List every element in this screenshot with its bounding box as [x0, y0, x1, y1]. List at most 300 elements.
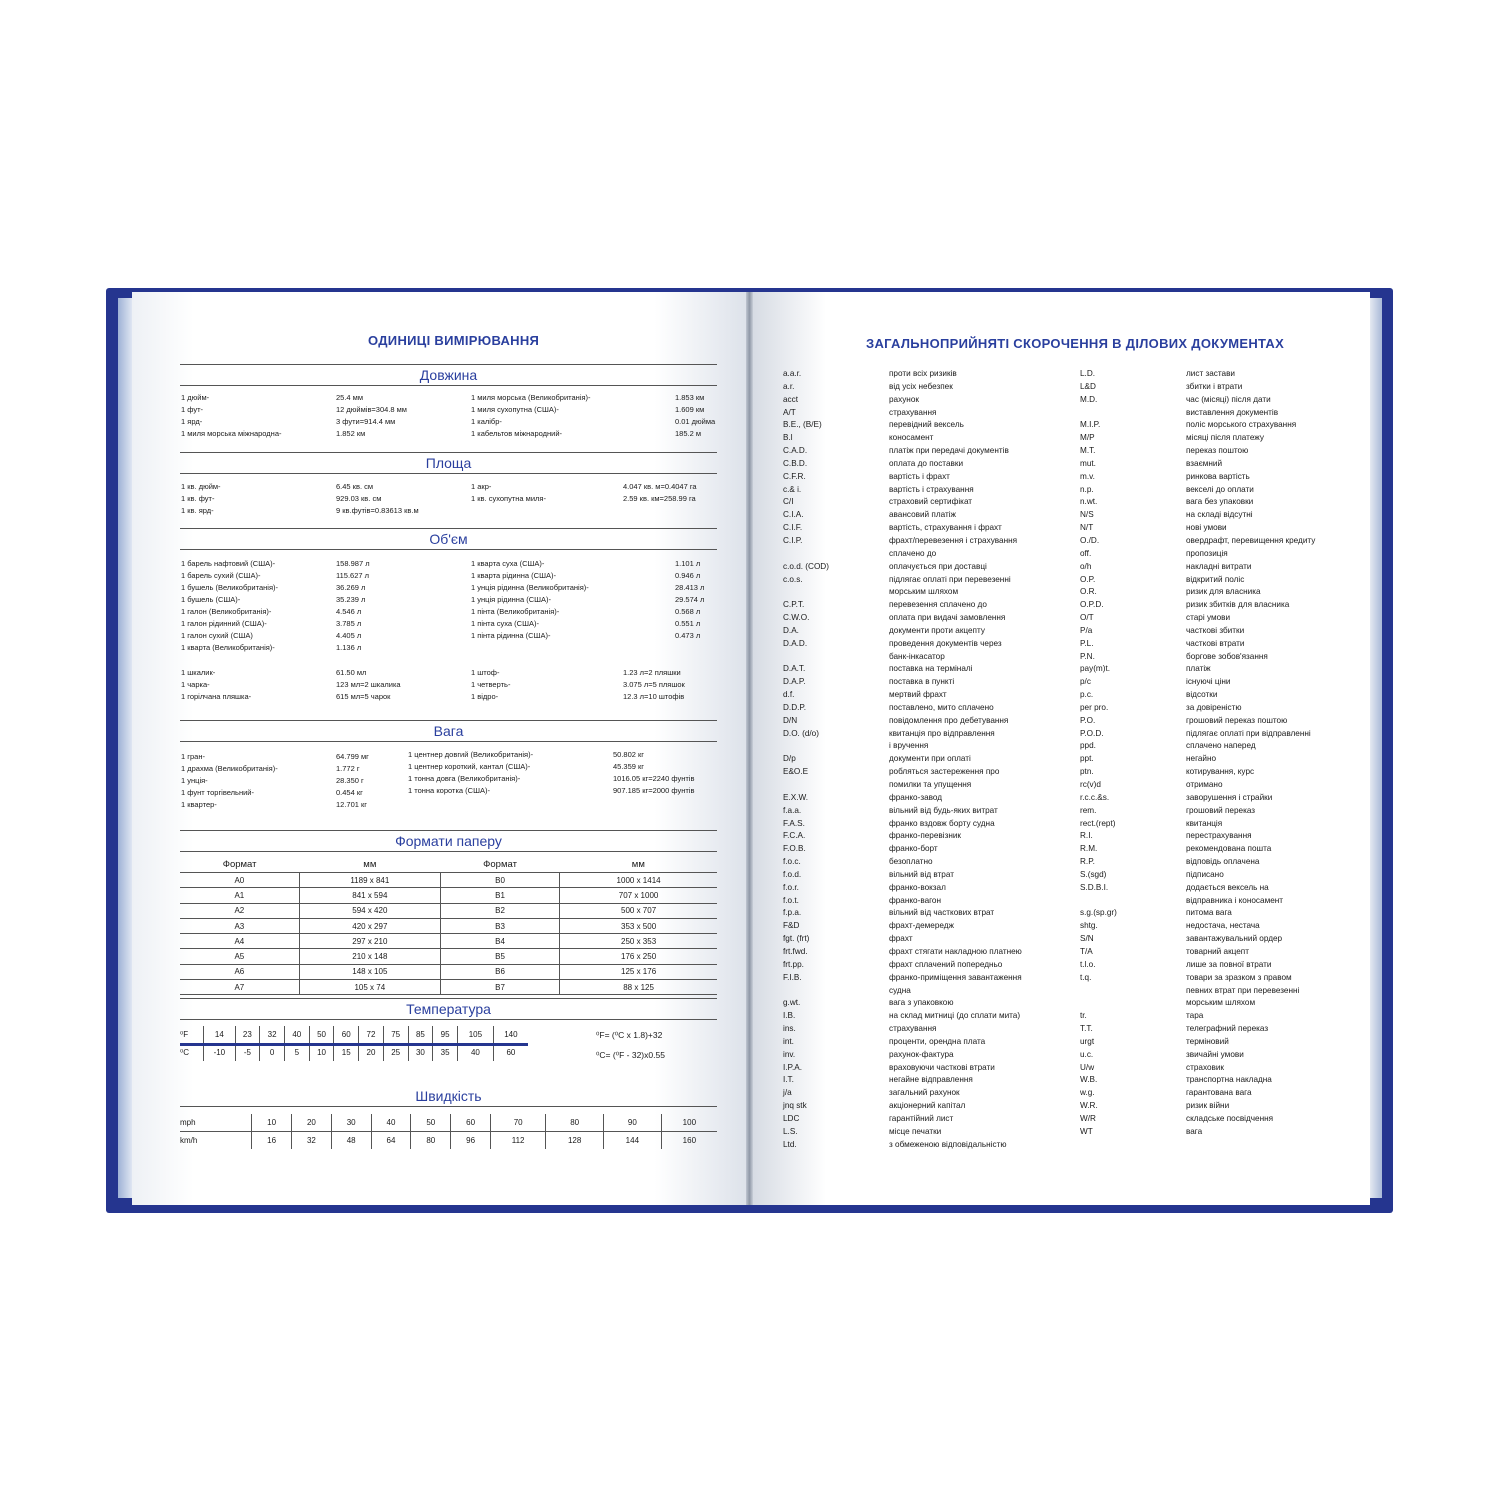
abbreviation-meaning: відкритий поліс [1186, 574, 1245, 584]
table-row [180, 873, 717, 888]
grid-cell: 10 [252, 1114, 292, 1132]
grid-cell: 96 [451, 1132, 491, 1150]
abbreviation-code: P/a [1080, 625, 1093, 635]
area-col1-values [336, 481, 419, 517]
unit-cell: 1 кв. дюйм- [181, 482, 221, 491]
abbreviation-code: jnq stk [783, 1101, 807, 1111]
list-item [1080, 586, 1315, 599]
paper-cell: 594 х 420 [299, 903, 440, 918]
abbreviation-code: pay(m)t. [1080, 664, 1111, 674]
abbreviation-meaning: переказ поштою [1186, 446, 1249, 456]
unit-cell: 1 пінта (Великобританія)- [471, 607, 560, 616]
unit-cell: 1 драхма (Великобританія)- [181, 764, 278, 773]
abbreviation-code: O/T [1080, 613, 1094, 623]
abbreviation-code: E.X.W. [783, 792, 809, 802]
abbreviation-code: R.I. [1080, 831, 1093, 841]
list-item [1080, 471, 1315, 484]
abbreviation-code: C.A.D. [783, 446, 808, 456]
abbreviation-meaning: фрахт-демередж [889, 921, 955, 931]
list-item [1080, 1113, 1315, 1126]
unit-cell: 0.568 л [675, 607, 701, 616]
unit-cell: 185.2 м [675, 429, 702, 438]
abbreviation-code: Ltd. [783, 1139, 797, 1149]
abbreviation-meaning: вага [1186, 1126, 1203, 1136]
paper-cell: B7 [440, 980, 559, 995]
unit-cell: 6.45 кв. см [336, 482, 374, 491]
abbreviation-code: O.P. [1080, 574, 1096, 584]
length-heading: Довжина [180, 364, 717, 386]
abbreviation-code: P.N. [1080, 651, 1095, 661]
list-item [783, 1036, 1022, 1049]
grid-cell: 128 [546, 1132, 604, 1150]
abbreviation-code: WT [1080, 1126, 1093, 1136]
abbreviation-meaning: сплачено наперед [1186, 741, 1256, 751]
abbreviation-meaning: документи при оплаті [889, 754, 971, 764]
unit-cell: 1 фунт торгівельний- [181, 788, 254, 797]
area-heading: Площа [180, 452, 717, 474]
abbreviation-meaning: фрахт [889, 934, 913, 944]
abbreviation-code: O.P.D. [1080, 600, 1104, 610]
abbreviation-meaning: судна [889, 985, 911, 995]
list-item [783, 1074, 1022, 1087]
list-item [1080, 496, 1315, 509]
abbreviation-meaning: поліс морського страхування [1186, 420, 1297, 430]
volume-col2-names [471, 558, 589, 642]
abbreviation-meaning: фрахт стягати накладною платнею [889, 946, 1022, 956]
abbreviation-code: D.A. [783, 625, 799, 635]
paper-cell: 1189 х 841 [299, 873, 440, 888]
abbreviation-meaning: терміновий [1186, 1036, 1229, 1046]
abbreviation-code: N/S [1080, 510, 1094, 520]
unit-cell: 1.23 л=2 пляшки [623, 668, 681, 677]
grid-cell: 14 [204, 1026, 235, 1044]
unit-cell: 1 барель сухий (США)- [181, 571, 261, 580]
unit-cell: 28.350 г [336, 776, 364, 785]
list-item [1080, 740, 1315, 753]
list-item [783, 882, 1022, 895]
list-item [783, 458, 1022, 471]
list-item [783, 548, 1022, 561]
list-item [1080, 484, 1315, 497]
abbreviation-meaning: фрахт сплачений попередньо [889, 959, 1003, 969]
abbreviation-meaning: квитанція про відправлення [889, 728, 995, 738]
unit-cell: 1 кв. фут- [181, 494, 215, 503]
paper-header: Формат [222, 859, 257, 870]
unit-cell: 1 четверть- [471, 680, 511, 689]
grid-cell: 50 [411, 1114, 451, 1132]
list-item [1080, 394, 1315, 407]
list-item [783, 818, 1022, 831]
abbreviation-code: acct [783, 394, 799, 404]
list-item [1080, 702, 1315, 715]
unit-cell: 1.772 г [336, 764, 360, 773]
unit-cell: 123 мл=2 шкалика [336, 680, 401, 689]
abbreviation-code: n.wt. [1080, 497, 1098, 507]
paper-cell: B4 [440, 934, 559, 949]
abbreviation-code: d.f. [783, 690, 795, 700]
grid-cell: 5 [284, 1044, 309, 1062]
abbreviation-code: L.D. [1080, 369, 1096, 378]
list-item [1080, 766, 1315, 779]
grid-cell: 23 [235, 1026, 260, 1044]
abbreviation-meaning: гарантована вага [1186, 1088, 1252, 1098]
paper-cell: B5 [440, 949, 559, 964]
abbreviation-meaning: на складі відсутні [1186, 510, 1253, 520]
paper-cell: A3 [180, 918, 299, 933]
abbreviation-meaning: фрахт/перевезення і страхування [889, 535, 1018, 545]
paper-cell: A0 [180, 873, 299, 888]
book-spine [746, 292, 753, 1205]
abbreviation-meaning: тара [1186, 1011, 1204, 1021]
grid-cell: 30 [331, 1114, 371, 1132]
list-item [1080, 1023, 1315, 1036]
paper-cell: 353 х 500 [560, 918, 717, 933]
list-item [1080, 1087, 1315, 1100]
list-item [783, 740, 1022, 753]
unit-cell: 1 бушель (Великобританія)- [181, 583, 279, 592]
abbreviation-code: int. [783, 1036, 794, 1046]
grid-cell: 35 [433, 1044, 458, 1062]
area-col2-values [623, 481, 697, 505]
abbreviation-meaning: сплачено до [889, 548, 937, 558]
list-item [783, 381, 1022, 394]
list-item [1080, 753, 1315, 766]
length-col2-names [471, 392, 591, 440]
unit-cell: 1 унція рідинна (Великобританія)- [471, 583, 589, 592]
table-row [180, 888, 717, 903]
abbreviation-code: F.I.B. [783, 972, 802, 982]
abbreviation-meaning: негайне відправлення [889, 1075, 973, 1085]
abbreviation-code: B.E., (B/E) [783, 420, 822, 430]
paper-cell: 1000 х 1414 [560, 873, 717, 888]
abbreviation-code: I.B. [783, 1011, 796, 1021]
list-item [1080, 869, 1315, 882]
grid-cell: 20 [292, 1114, 332, 1132]
abbreviation-code: A/T [783, 407, 796, 417]
abbreviation-meaning: акціонерний капітал [889, 1101, 966, 1111]
abbreviation-meaning: нові умови [1186, 523, 1227, 533]
abbreviation-meaning: поставка на терміналі [889, 664, 973, 674]
abbreviation-meaning: підлягає оплаті при відправленні [1186, 728, 1311, 738]
unit-cell: 1.853 км [675, 393, 705, 402]
abbreviation-code: P.O.D. [1080, 728, 1104, 738]
paper-header: Формат [483, 859, 517, 870]
list-item [783, 792, 1022, 805]
list-item [1080, 1100, 1315, 1113]
abbreviation-code: B.l [783, 433, 793, 443]
unit-cell: 9 кв.футів=0.83613 кв.м [336, 506, 419, 515]
abbreviation-meaning: проти всіх ризиків [889, 369, 957, 378]
list-item [783, 612, 1022, 625]
paper-cell: 176 х 250 [560, 949, 717, 964]
list-item [783, 843, 1022, 856]
list-item [783, 1062, 1022, 1075]
speed-table [180, 1114, 717, 1149]
list-item [1080, 432, 1315, 445]
unit-cell: 3.075 л=5 пляшок [623, 680, 685, 689]
list-item [783, 779, 1022, 792]
abbreviation-code: frt.pp. [783, 959, 804, 969]
paper-cell: 297 х 210 [299, 934, 440, 949]
abbreviation-meaning: овердрафт, перевищення кредиту [1186, 535, 1316, 545]
list-item [783, 805, 1022, 818]
abbreviation-meaning: боргове зобов'язання [1186, 651, 1268, 661]
list-item [783, 496, 1022, 509]
volume-col1-names [181, 558, 278, 654]
abbreviation-code: M.T. [1080, 446, 1096, 456]
unit-cell: 929.03 кв. см [336, 494, 382, 503]
unit-cell: 1 центнер довгий (Великобританія)- [408, 750, 534, 759]
abbreviation-code: f.o.d. [783, 869, 802, 879]
temperature-bar [180, 1043, 528, 1046]
paper-header: мм [363, 859, 377, 870]
unit-cell: 1 унція- [181, 776, 208, 785]
table-row [180, 1044, 528, 1062]
grid-cell: 70 [490, 1114, 545, 1132]
paper-cell: B0 [440, 873, 559, 888]
list-item [783, 753, 1022, 766]
abbreviation-code: mut. [1080, 458, 1096, 468]
list-item [783, 586, 1022, 599]
unit-cell: 36.269 л [336, 583, 366, 592]
grid-cell: -10 [204, 1044, 235, 1062]
paper-cell: B6 [440, 964, 559, 979]
list-item [783, 869, 1022, 882]
grid-cell: 140 [493, 1026, 528, 1044]
list-item [1080, 689, 1315, 702]
abbreviation-meaning: збитки і втрати [1186, 381, 1243, 391]
abbreviation-meaning: вага без упаковки [1186, 497, 1254, 507]
list-item [1080, 882, 1315, 895]
paper-cell: A6 [180, 964, 299, 979]
list-item [783, 997, 1022, 1010]
grid-cell: 40 [457, 1044, 493, 1062]
unit-cell: 1 квартер- [181, 800, 217, 809]
list-item [783, 1010, 1022, 1023]
units-title: ОДИНИЦІ ВИМІРЮВАННЯ [368, 333, 540, 348]
grid-cell: 112 [490, 1132, 545, 1150]
unit-cell: 1 дюйм- [181, 393, 210, 402]
list-item [1080, 985, 1315, 998]
abbreviation-meaning: ризик збитків для власника [1186, 600, 1290, 610]
unit-cell: 25.4 мм [336, 393, 363, 402]
abbreviation-code: fgt. (frt) [783, 934, 810, 944]
abbreviation-meaning: звичайні умови [1186, 1049, 1244, 1059]
list-item [1080, 509, 1315, 522]
list-item [783, 946, 1022, 959]
unit-cell: 0.551 л [675, 619, 701, 628]
paper-heading: Формати паперу [180, 830, 717, 852]
list-item [1080, 651, 1315, 664]
unit-cell: 1 кварта (Великобританія)- [181, 643, 275, 652]
abbreviation-code: f.o.c. [783, 857, 801, 867]
grid-cell: 160 [661, 1132, 717, 1150]
unit-cell: 615 мл=5 чарок [336, 692, 391, 701]
grid-cell: 75 [383, 1026, 408, 1044]
abbreviation-meaning: грошовий переказ [1186, 805, 1256, 815]
volume-col4-values [623, 667, 685, 703]
abbreviation-code: C.I.P. [783, 535, 803, 545]
abbreviation-code: ptn. [1080, 767, 1094, 777]
abbreviation-meaning: векселі до оплати [1186, 484, 1254, 494]
abbreviation-code: L.S. [783, 1126, 798, 1136]
abbreviation-code: M/P [1080, 433, 1095, 443]
abbreviation-meaning: існуючі ціни [1186, 677, 1231, 687]
abbreviation-meaning: виставлення документів [1186, 407, 1279, 417]
abbreviation-meaning: отримано [1186, 780, 1223, 789]
unit-cell: 1.101 л [675, 559, 701, 568]
abbreviation-meaning: складське посвідчення [1186, 1113, 1274, 1123]
abbreviation-meaning: вага з упаковкою [889, 998, 954, 1008]
abbreviation-meaning: платіж [1186, 664, 1211, 674]
abbreviation-code: n.p. [1080, 484, 1094, 494]
unit-cell: 50.802 кг [613, 750, 645, 759]
abbreviation-meaning: питома вага [1186, 908, 1232, 918]
volume-col1-values [336, 558, 370, 654]
abbreviation-meaning: товари за зразком з правом [1186, 972, 1292, 982]
abbreviation-code: rc(v)d [1080, 780, 1101, 789]
grid-cell: 15 [334, 1044, 359, 1062]
abbreviation-meaning: час (місяці) після дати [1186, 394, 1271, 404]
table-row [180, 1114, 717, 1132]
abbreviation-meaning: додається вексель на [1186, 882, 1269, 892]
list-item [1080, 856, 1315, 869]
unit-cell: 1 унція рідинна (США)- [471, 595, 551, 604]
table-row [180, 1132, 717, 1150]
paper-cell: A4 [180, 934, 299, 949]
grid-cell: 60 [334, 1026, 359, 1044]
unit-cell: 1.852 км [336, 429, 366, 438]
abbreviation-code: off. [1080, 548, 1092, 558]
unit-cell: 1 фут- [181, 405, 204, 414]
unit-cell: 0.454 кг [336, 788, 363, 797]
weight-col1-values [336, 751, 369, 811]
unit-cell: 1 кв. ярд- [181, 506, 214, 515]
formula-celsius: ⁰C= (⁰F - 32)х0.55 [596, 1050, 665, 1060]
abbreviation-code: g.wt. [783, 998, 801, 1008]
weight-heading: Вага [180, 720, 717, 742]
paper-cell: 500 х 707 [560, 903, 717, 918]
abbreviation-code: E&O.E [783, 767, 809, 777]
list-item [783, 445, 1022, 458]
abbreviation-meaning: квитанція [1186, 818, 1223, 828]
abbreviation-code: P.O. [1080, 715, 1096, 725]
paper-cell: B2 [440, 903, 559, 918]
list-item [1080, 548, 1315, 561]
volume-col3-values [336, 667, 401, 703]
abbreviation-meaning: рахунок [889, 394, 919, 404]
abbreviation-meaning: коносамент [889, 433, 934, 443]
list-item [783, 1139, 1022, 1152]
abbreviation-code: C/I [783, 497, 794, 507]
paper-cell: A2 [180, 903, 299, 918]
paper-cell: 707 х 1000 [560, 888, 717, 903]
abbreviation-meaning: загальний рахунок [889, 1088, 960, 1098]
grid-cell: 40 [371, 1114, 411, 1132]
abbreviation-meaning: транспортна накладна [1186, 1075, 1272, 1085]
abbreviation-meaning: підлягає оплаті при перевезенні [889, 574, 1011, 584]
abbreviation-code: F.C.A. [783, 831, 806, 841]
abbreviation-code: D.A.P. [783, 677, 806, 687]
abbreviation-code: c.& i. [783, 484, 802, 494]
grid-cell: -5 [235, 1044, 260, 1062]
abbreviation-code: r.c.c.&s. [1080, 792, 1110, 802]
unit-cell: 1 пінта рідинна (США)- [471, 631, 551, 640]
list-item [1080, 1074, 1315, 1087]
abbreviation-code: M.I.P. [1080, 420, 1101, 430]
abbreviation-code: frt.fwd. [783, 946, 808, 956]
unit-cell: 4.405 л [336, 631, 362, 640]
list-item [783, 663, 1022, 676]
list-item [1080, 458, 1315, 471]
abbreviation-code: f.o.t. [783, 895, 799, 905]
list-item [1080, 972, 1315, 985]
abbreviation-meaning: франко-вокзал [889, 882, 946, 892]
list-item [1080, 535, 1315, 548]
list-item [783, 689, 1022, 702]
table-row [180, 918, 717, 933]
abbreviation-meaning: поставка в пункті [889, 677, 955, 687]
volume-col2-values [675, 558, 704, 642]
abbreviation-meaning: помилки та упущення [889, 780, 972, 789]
abbreviation-code: R.P. [1080, 857, 1095, 867]
abbreviation-meaning: пропозиція [1186, 548, 1228, 558]
list-item [783, 368, 1022, 381]
table-row [180, 964, 717, 979]
list-item [783, 959, 1022, 972]
abbreviation-code: t.l.o. [1080, 959, 1096, 969]
formula-fahrenheit: ⁰F= (⁰C х 1.8)+32 [596, 1030, 663, 1040]
unit-cell: 1 галон сухий (США) [181, 631, 253, 640]
abbreviation-code: a.a.r. [783, 369, 802, 378]
abbreviation-meaning: ризик війни [1186, 1101, 1230, 1111]
abbreviation-code: O./D. [1080, 535, 1100, 545]
abbreviation-meaning: оплата до поставки [889, 458, 964, 468]
list-item [1080, 574, 1315, 587]
unit-cell: 1 кабельтов міжнародний- [471, 429, 563, 438]
abbreviation-meaning: місяці після платежу [1186, 433, 1264, 443]
unit-cell: 1 гран- [181, 752, 205, 761]
abbreviation-meaning: страховик [1186, 1062, 1225, 1072]
abbreviation-meaning: оплата при видачі замовлення [889, 613, 1006, 623]
abbreviation-meaning: вартість, страхування і фрахт [889, 523, 1002, 533]
list-item [783, 1087, 1022, 1100]
list-item [1080, 625, 1315, 638]
abbreviation-code: C.F.R. [783, 471, 806, 481]
grid-cell: 85 [408, 1026, 433, 1044]
unit-cell: 3 фути=914.4 мм [336, 417, 396, 426]
abbreviation-code: S.(sgd) [1080, 869, 1107, 879]
list-item [1080, 1010, 1315, 1023]
abbreviation-meaning: часткові збитки [1186, 625, 1245, 635]
abbreviation-code: I.P.A. [783, 1062, 802, 1072]
unit-cell: 4.047 кв. м=0.4047 га [623, 482, 697, 491]
abbreviation-code: rem. [1080, 805, 1097, 815]
abbreviation-meaning: морським шляхом [1186, 998, 1256, 1008]
list-item [783, 394, 1022, 407]
unit-cell: 1 ярд- [181, 417, 203, 426]
abbreviation-meaning: поставлено, мито сплачено [889, 702, 994, 712]
abbreviation-meaning: робляться застереження про [889, 767, 1000, 777]
list-item [1080, 920, 1315, 933]
abbreviation-meaning: вільний від часткових втрат [889, 908, 995, 918]
unit-cell: 1.136 л [336, 643, 362, 652]
abbreviation-code: C.W.O. [783, 613, 810, 623]
abbreviations-column-1 [783, 368, 1022, 1151]
abbreviation-code: m.v. [1080, 471, 1095, 481]
unit-cell: 1.609 км [675, 405, 705, 414]
unit-cell: 1 центнер короткий, кантал (США)- [408, 762, 531, 771]
